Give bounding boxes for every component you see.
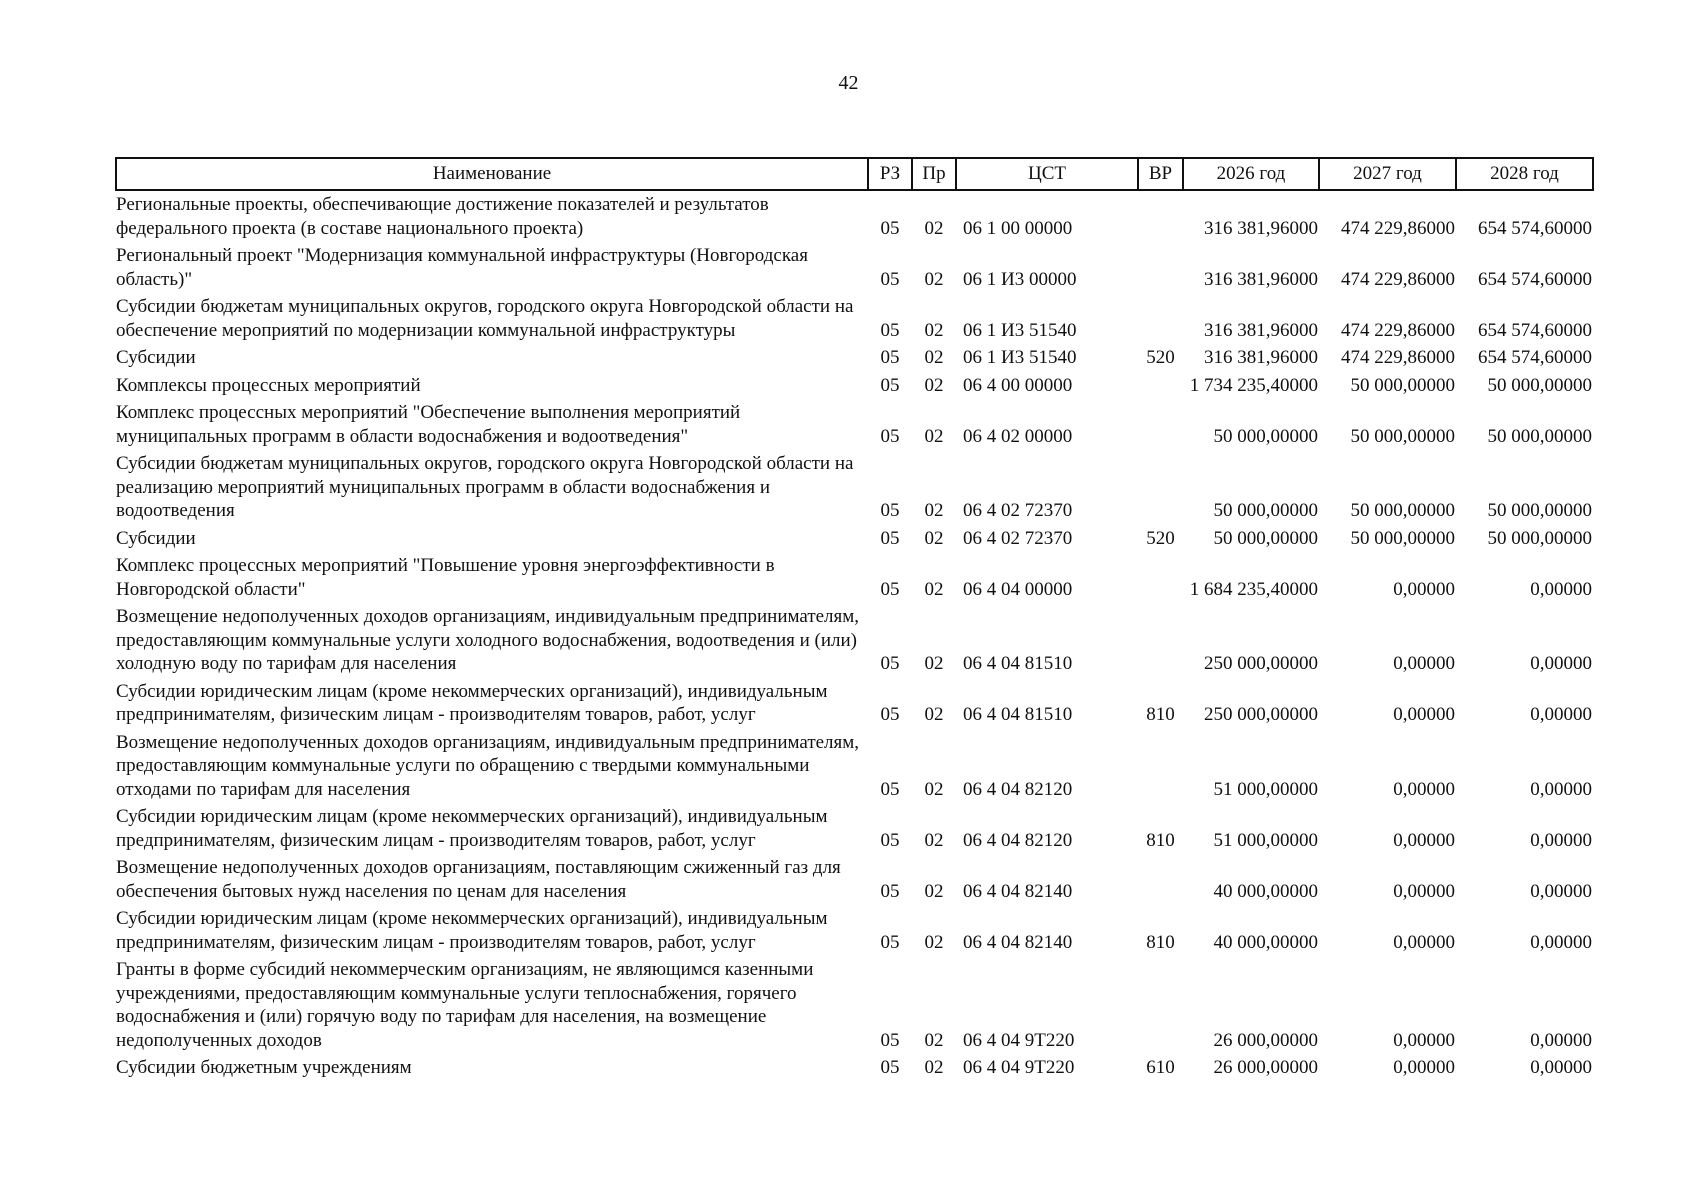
- table-header-row: [116, 158, 1593, 190]
- page-number: 42: [838, 72, 859, 94]
- cell-2027: 50 000,00000: [1350, 425, 1455, 447]
- cell-2027: 0,00000: [1393, 880, 1455, 902]
- cell-vr: 810: [1146, 931, 1175, 953]
- cell-2026: 50 000,00000: [1213, 425, 1318, 447]
- cell-2027: 0,00000: [1393, 578, 1455, 600]
- cell-cst: 06 4 04 00000: [963, 578, 1073, 600]
- cell-pr: 02: [924, 578, 944, 600]
- table-row: [116, 525, 1593, 553]
- cell-name: Субсидии юридическим лицам (кроме некоммерческих организаций), индивидуальным предпринимателям, физическим лицам - производителям товаров, работ, услуг: [116, 806, 828, 851]
- cell-rz: 05: [880, 931, 900, 953]
- cell-pr: 02: [924, 880, 944, 902]
- cell-2026: 316 381,96000: [1204, 347, 1318, 368]
- cell-rz: 05: [880, 704, 900, 725]
- cell-2027: 0,00000: [1393, 653, 1455, 674]
- cell-cst: 06 4 04 82120: [963, 829, 1073, 851]
- cell-2026: 26 000,00000: [1213, 1057, 1318, 1078]
- cell-pr: 02: [924, 217, 944, 239]
- cell-vr: [1138, 956, 1183, 1054]
- cell-vr: 520: [1146, 527, 1175, 549]
- cell-name: Субсидии юридическим лицам (кроме некоммерческих организаций), индивидуальным предпринимателям, физическим лицам - производителям товаров, работ, услуг: [116, 908, 828, 953]
- cell-rz: 05: [880, 527, 900, 549]
- column-header-2027: 2027 год: [1319, 158, 1456, 190]
- cell-rz: 05: [880, 829, 900, 851]
- cell-2027: 50 000,00000: [1350, 374, 1455, 396]
- cell-vr: 520: [1146, 347, 1175, 368]
- column-header-cst: ЦСТ: [956, 158, 1138, 190]
- cell-cst: 06 1 И3 00000: [963, 268, 1077, 290]
- cell-vr: 810: [1146, 704, 1175, 725]
- cell-cst: 06 4 00 00000: [963, 374, 1073, 396]
- column-header-name: Наименование: [116, 158, 868, 190]
- table-row: [116, 905, 1593, 956]
- cell-2026: 26 000,00000: [1213, 1029, 1318, 1051]
- cell-2026: 316 381,96000: [1204, 319, 1318, 341]
- cell-2028: 0,00000: [1530, 704, 1592, 725]
- cell-2028: 50 000,00000: [1487, 500, 1592, 521]
- table-row: [116, 729, 1593, 804]
- cell-vr: [1138, 552, 1183, 603]
- cell-pr: 02: [924, 527, 944, 549]
- cell-pr: 02: [924, 829, 944, 851]
- cell-pr: 02: [924, 1057, 944, 1078]
- cell-cst: 06 4 04 82140: [963, 880, 1073, 902]
- cell-rz: 05: [880, 425, 900, 447]
- cell-2026: 50 000,00000: [1213, 527, 1318, 549]
- cell-vr: [1138, 603, 1183, 678]
- cell-name: Возмещение недополученных доходов организациям, индивидуальным предпринимателям, предоставляющим коммунальные услуги по обращению с твердыми коммунальными отходами по тарифам для населения: [116, 731, 860, 800]
- cell-2028: 50 000,00000: [1487, 374, 1592, 396]
- cell-2026: 1 684 235,40000: [1189, 578, 1318, 600]
- cell-cst: 06 4 04 81510: [963, 704, 1073, 725]
- cell-cst: 06 4 04 9Т220: [963, 1057, 1075, 1078]
- cell-rz: 05: [880, 1029, 900, 1051]
- table-body: [116, 190, 1593, 1082]
- cell-rz: 05: [880, 880, 900, 902]
- cell-2027: 0,00000: [1393, 1029, 1455, 1051]
- cell-2028: 50 000,00000: [1487, 527, 1592, 549]
- cell-cst: 06 4 02 72370: [963, 527, 1073, 549]
- cell-pr: 02: [924, 268, 944, 290]
- cell-2028: 654 574,60000: [1478, 268, 1592, 290]
- cell-vr: [1138, 450, 1183, 525]
- budget-table: [115, 157, 1594, 1082]
- cell-rz: 05: [880, 578, 900, 600]
- cell-name: Комплекс процессных мероприятий "Обеспечение выполнения мероприятий муниципальных программ в области водоснабжения и водоотведения": [116, 402, 741, 447]
- table-row: [116, 803, 1593, 854]
- cell-2027: 474 229,86000: [1341, 347, 1455, 368]
- cell-pr: 02: [924, 500, 944, 521]
- cell-name: Возмещение недополученных доходов организациям, индивидуальным предпринимателям, предоставляющим коммунальные услуги холодного водоснабжения, водоотведения и (или) холодную воду по тарифам для населения: [116, 606, 860, 674]
- cell-rz: 05: [880, 268, 900, 290]
- table-row: [116, 344, 1593, 372]
- cell-2027: 474 229,86000: [1341, 217, 1455, 239]
- table-row: [116, 678, 1593, 729]
- cell-pr: 02: [924, 347, 944, 368]
- table-row: [116, 854, 1593, 905]
- cell-2026: 51 000,00000: [1213, 778, 1318, 800]
- column-header-rz: РЗ: [868, 158, 912, 190]
- cell-name: Комплекс процессных мероприятий "Повышение уровня энергоэффективности в Новгородской области": [116, 555, 775, 600]
- cell-2026: 316 381,96000: [1204, 268, 1318, 290]
- cell-2028: 654 574,60000: [1478, 347, 1592, 368]
- cell-pr: 02: [924, 1029, 944, 1051]
- cell-name: Возмещение недополученных доходов организациям, поставляющим сжиженный газ для обеспечения бытовых нужд населения по ценам для населения: [116, 857, 841, 902]
- cell-pr: 02: [924, 704, 944, 725]
- cell-pr: 02: [924, 778, 944, 800]
- cell-vr: [1138, 854, 1183, 905]
- cell-2028: 654 574,60000: [1478, 217, 1592, 239]
- cell-2028: 0,00000: [1530, 1057, 1592, 1078]
- cell-2026: 51 000,00000: [1213, 829, 1318, 851]
- cell-cst: 06 1 И3 51540: [963, 319, 1077, 341]
- cell-2026: 50 000,00000: [1213, 500, 1318, 521]
- table-row: [116, 242, 1593, 293]
- table-row: [116, 190, 1593, 242]
- cell-name: Субсидии юридическим лицам (кроме некоммерческих организаций), индивидуальным предпринимателям, физическим лицам - производителям товаров, работ, услуг: [116, 680, 828, 725]
- cell-2027: 50 000,00000: [1350, 527, 1455, 549]
- table-row: [116, 293, 1593, 344]
- cell-2028: 654 574,60000: [1478, 319, 1592, 341]
- cell-2027: 0,00000: [1393, 778, 1455, 800]
- cell-cst: 06 4 04 9Т220: [963, 1029, 1075, 1051]
- cell-2026: 250 000,00000: [1204, 704, 1318, 725]
- cell-2028: 0,00000: [1530, 829, 1592, 851]
- cell-2026: 316 381,96000: [1204, 217, 1318, 239]
- cell-2027: 0,00000: [1393, 829, 1455, 851]
- cell-vr: [1138, 729, 1183, 804]
- cell-vr: [1138, 399, 1183, 450]
- cell-2027: 50 000,00000: [1350, 500, 1455, 521]
- cell-rz: 05: [880, 500, 900, 521]
- cell-name: Субсидии: [116, 347, 196, 368]
- cell-2028: 50 000,00000: [1487, 425, 1592, 447]
- cell-name: Региональные проекты, обеспечивающие достижение показателей и результатов федерального проекта (в составе национального проекта): [116, 194, 769, 239]
- cell-vr: [1138, 293, 1183, 344]
- table-row: [116, 552, 1593, 603]
- cell-cst: 06 4 04 81510: [963, 653, 1073, 674]
- table-row: [116, 450, 1593, 525]
- cell-pr: 02: [924, 931, 944, 953]
- cell-rz: 05: [880, 347, 900, 368]
- cell-2028: 0,00000: [1530, 880, 1592, 902]
- cell-cst: 06 1 00 00000: [963, 217, 1073, 239]
- column-header-2028: 2028 год: [1456, 158, 1593, 190]
- cell-pr: 02: [924, 374, 944, 396]
- cell-rz: 05: [880, 217, 900, 239]
- cell-rz: 05: [880, 778, 900, 800]
- column-header-vr: ВР: [1138, 158, 1183, 190]
- cell-2026: 40 000,00000: [1213, 931, 1318, 953]
- cell-2028: 0,00000: [1530, 578, 1592, 600]
- cell-rz: 05: [880, 1057, 900, 1078]
- table-row: [116, 956, 1593, 1054]
- cell-2027: 474 229,86000: [1341, 268, 1455, 290]
- table-row: [116, 399, 1593, 450]
- cell-2028: 0,00000: [1530, 1029, 1592, 1051]
- cell-vr: 610: [1146, 1057, 1175, 1078]
- cell-cst: 06 4 02 72370: [963, 500, 1073, 521]
- cell-2028: 0,00000: [1530, 778, 1592, 800]
- cell-2027: 0,00000: [1393, 931, 1455, 953]
- cell-pr: 02: [924, 319, 944, 341]
- table-row: [116, 603, 1593, 678]
- table-row: [116, 372, 1593, 400]
- cell-vr: [1138, 372, 1183, 400]
- cell-2027: 0,00000: [1393, 1057, 1455, 1078]
- cell-name: Региональный проект "Модернизация коммунальной инфраструктуры (Новгородская область)": [116, 245, 808, 290]
- cell-2028: 0,00000: [1530, 931, 1592, 953]
- cell-2027: 474 229,86000: [1341, 319, 1455, 341]
- cell-vr: [1138, 242, 1183, 293]
- cell-2026: 250 000,00000: [1204, 653, 1318, 674]
- cell-cst: 06 1 И3 51540: [963, 347, 1077, 368]
- table-row: [116, 1054, 1593, 1082]
- cell-name: Субсидии бюджетам муниципальных округов, городского округа Новгородской области на реализацию мероприятий муниципальных программ в области водоснабжения и водоотведения: [116, 453, 854, 521]
- cell-rz: 05: [880, 374, 900, 396]
- cell-name: Комплексы процессных мероприятий: [116, 374, 421, 396]
- cell-name: Субсидии бюджетным учреждениям: [116, 1057, 412, 1078]
- cell-2028: 0,00000: [1530, 653, 1592, 674]
- cell-pr: 02: [924, 653, 944, 674]
- cell-cst: 06 4 04 82140: [963, 931, 1073, 953]
- cell-cst: 06 4 02 00000: [963, 425, 1073, 447]
- cell-rz: 05: [880, 319, 900, 341]
- cell-rz: 05: [880, 653, 900, 674]
- cell-name: Субсидии бюджетам муниципальных округов, городского округа Новгородской области на обеспечение мероприятий по модернизации коммунальной инфраструктуры: [116, 296, 854, 341]
- cell-pr: 02: [924, 425, 944, 447]
- cell-name: Субсидии: [116, 527, 196, 549]
- column-header-pr: Пр: [912, 158, 956, 190]
- cell-cst: 06 4 04 82120: [963, 778, 1073, 800]
- cell-vr: 810: [1146, 829, 1175, 851]
- cell-vr: [1138, 190, 1183, 242]
- cell-2026: 1 734 235,40000: [1189, 374, 1318, 396]
- cell-name: Гранты в форме субсидий некоммерческим организациям, не являющимся казенными учреждениями, предоставляющим коммунальные услуги теплоснабжения, горячего водоснабжения и (или) горячую воду по тарифам для населения, на возмещение недополученных доходов: [116, 959, 814, 1051]
- column-header-2026: 2026 год: [1183, 158, 1319, 190]
- cell-2026: 40 000,00000: [1213, 880, 1318, 902]
- cell-2027: 0,00000: [1393, 704, 1455, 725]
